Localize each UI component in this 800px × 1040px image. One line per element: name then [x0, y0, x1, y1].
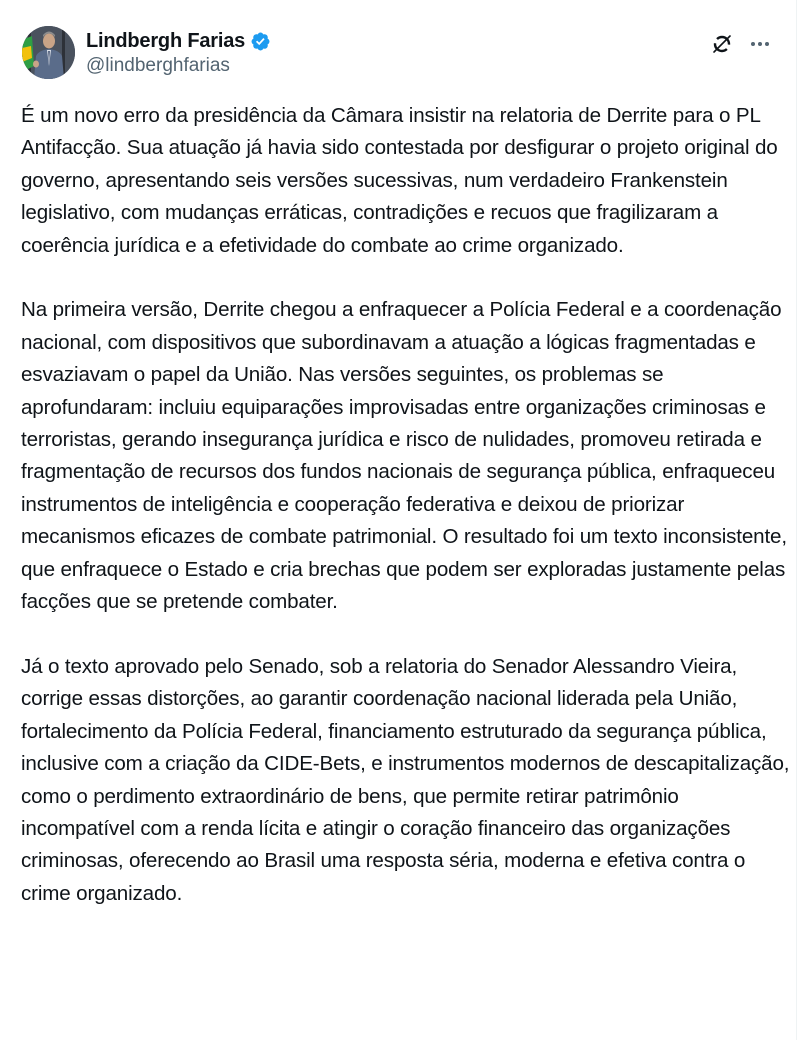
tweet-paragraph-3: Já o texto aprovado pelo Senado, sob a relatoria do Senador Alessandro Vieira, corrige essas distorções, ao garantir coordenação nacional liderada pela União, fortalecimento da Polícia Federal, financiamento estruturado da segurança pública, inclusive com a criação da CIDE-Bets, e instrumentos modernos de descapitalização, como o perdimento extraordinário de bens, que permite retirar patrimônio incompatível com a renda lícita e atingir o coração financeiro das organizações criminosas, oferecendo ao Brasil uma resposta séria, moderna e efetiva contra o crime organizado.	[21, 654, 790, 905]
avatar[interactable]	[22, 26, 75, 79]
more-dot	[765, 42, 769, 46]
more-dot	[758, 42, 762, 46]
tweet-paragraph-2: Na primeira versão, Derrite chegou a enfraquecer a Polícia Federal e a coordenação nacional, com dispositivos que subordinavam a atuação a lógicas fragmentadas e esvaziavam o papel da União. Nas versões seguintes, os problemas se aprofundaram: incluiu equiparações improvisadas entre organizações criminosas e terroristas, gerando insegurança jurídica e risco de nulidades, promoveu retirada e fragmentação de recursos dos fundos nacionais de segurança pública, enfraqueceu instrumentos de inteligência e cooperação federativa e deixou de priorizar mecanismos eficazes de combate patrimonial. O resultado foi um texto inconsistente, que enfraquece o Estado e cria brechas que podem ser exploradas justamente pelas facções que se pretende combater.	[21, 298, 787, 614]
author-handle[interactable]: @lindberghfarias	[86, 55, 230, 76]
more-options-icon[interactable]	[748, 32, 772, 56]
verified-badge-icon[interactable]	[250, 31, 271, 52]
author-names	[86, 28, 271, 77]
display-name-row	[86, 28, 271, 54]
profile-photo-icon	[22, 26, 75, 79]
tweet-text	[21, 100, 791, 910]
tweet-actions	[710, 32, 772, 56]
display-name[interactable]: Lindbergh Farias	[86, 29, 246, 52]
tweet-header	[20, 26, 776, 82]
grok-icon[interactable]	[710, 32, 734, 56]
more-dot	[751, 42, 755, 46]
tweet-paragraph-1: É um novo erro da presidência da Câmara insistir na relatoria de Derrite para o PL Antifacção. Sua atuação já havia sido contestada por desfigurar o projeto original do governo, apresentando seis versões sucessivas, num verdadeiro Frankenstein legislativo, com mudanças erráticas, contradições e recuos que fragilizaram a coerência jurídica e a efetividade do combate ao crime organizado.	[21, 104, 778, 257]
